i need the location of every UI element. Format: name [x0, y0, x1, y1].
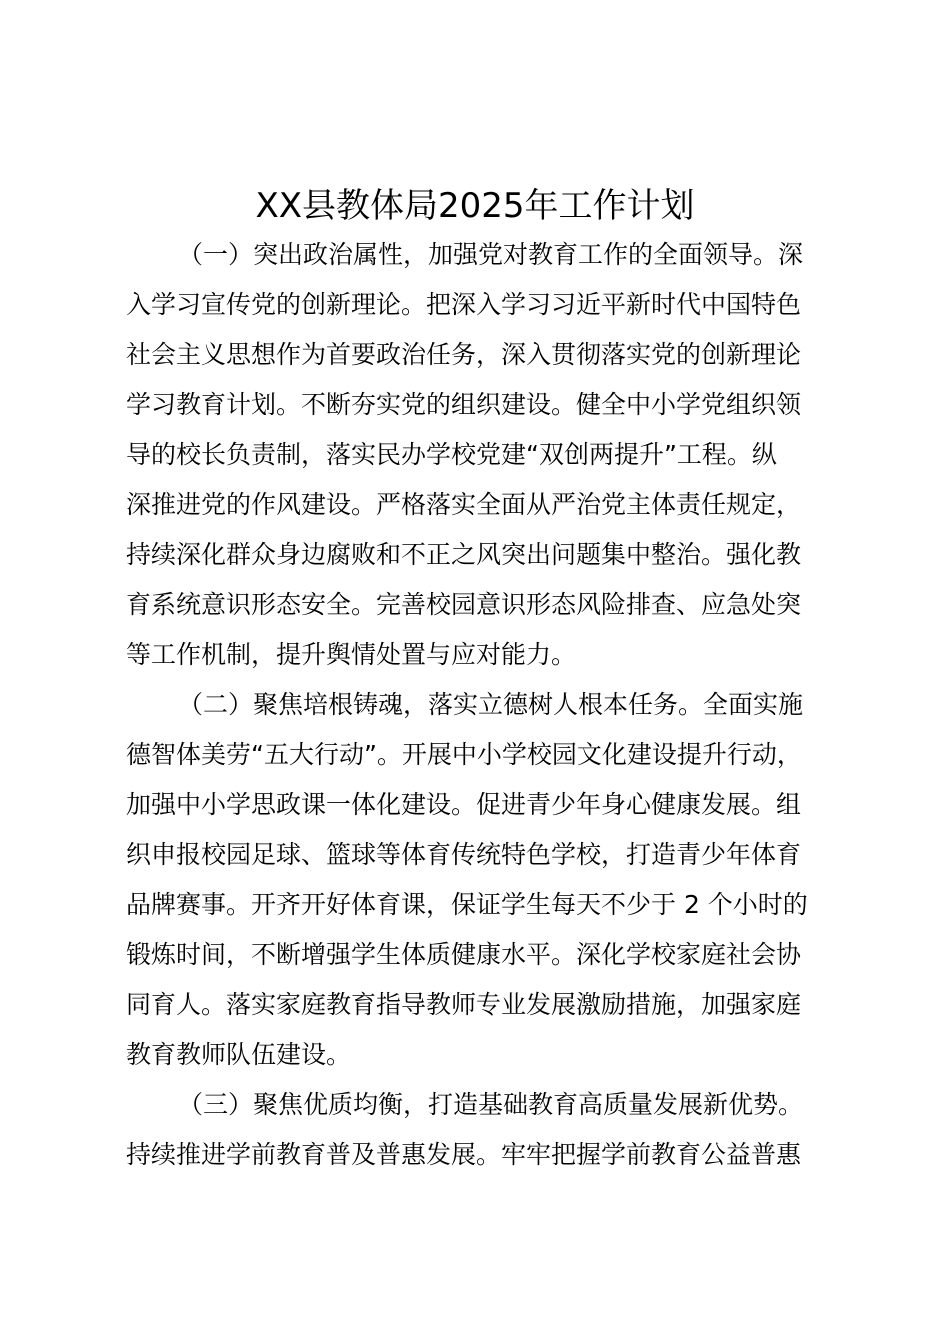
paragraph-3-line-1: （三）聚焦优质均衡，打造基础教育高质量发展新优势。 — [178, 1090, 804, 1119]
paragraph-1-line-9: 等工作机制，提升舆情处置与应对能力。 — [126, 640, 577, 669]
document-body — [126, 230, 832, 1180]
paragraph-1-line-4: 学习教育计划。不断夯实党的组织建设。健全中小学党组织领 — [126, 390, 802, 419]
paragraph-2-line-6: 锻炼时间，不断增强学生体质健康水平。深化学校家庭社会协 — [126, 940, 802, 969]
paragraph-1-line-6: 深推进党的作风建设。严格落实全面从严治党主体责任规定， — [126, 490, 802, 519]
paragraph-1-line-2: 入学习宣传党的创新理论。把深入学习习近平新时代中国特色 — [126, 290, 802, 319]
paragraph-1-line-7: 持续深化群众身边腐败和不正之风突出问题集中整治。强化教 — [126, 540, 802, 569]
paragraph-2-line-1: （二）聚焦培根铸魂，落实立德树人根本任务。全面实施 — [178, 690, 804, 719]
paragraph-2-line-2: 德智体美劳“五大行动”。开展中小学校园文化建设提升行动， — [126, 740, 802, 769]
paragraph-1-line-1: （一）突出政治属性，加强党对教育工作的全面领导。深 — [178, 240, 804, 269]
paragraph-2-line-3: 加强中小学思政课一体化建设。促进青少年身心健康发展。组 — [126, 790, 802, 819]
paragraph-1-line-8: 育系统意识形态安全。完善校园意识形态风险排查、应急处突 — [126, 590, 802, 619]
paragraph-1-line-5: 导的校长负责制，落实民办学校党建“双创两提升”工程。纵 — [126, 440, 777, 469]
paragraph-2-line-4: 织申报校园足球、篮球等体育传统特色学校，打造青少年体育 — [126, 840, 802, 869]
paragraph-2-line-7: 同育人。落实家庭教育指导教师专业发展激励措施，加强家庭 — [126, 990, 802, 1019]
paragraph-1-line-3: 社会主义思想作为首要政治任务，深入贯彻落实党的创新理论 — [126, 340, 802, 369]
paragraph-3-line-2: 持续推进学前教育普及普惠发展。牢牢把握学前教育公益普惠 — [126, 1140, 802, 1169]
paragraph-2-line-8: 教育教师队伍建设。 — [126, 1040, 352, 1069]
paragraph-2-line-5: 品牌赛事。开齐开好体育课，保证学生每天不少于 2 个小时的 — [126, 890, 808, 919]
document-title: XX县教体局2025年工作计划 — [255, 186, 695, 226]
